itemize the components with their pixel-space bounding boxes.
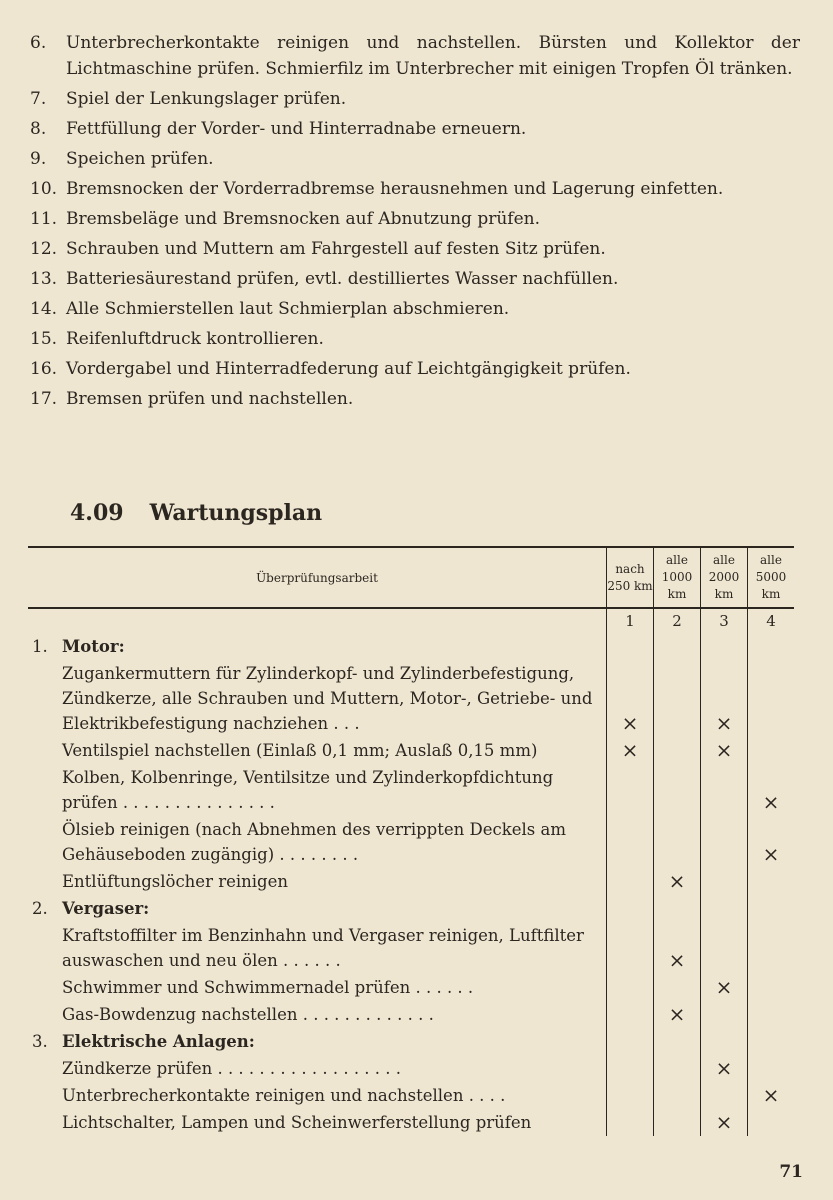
table-row bbox=[28, 895, 794, 922]
task-description: Gas-Bowdenzug nachstellen . . . . . . . . . . . . . bbox=[62, 1005, 434, 1024]
table-row bbox=[28, 1109, 794, 1136]
interval-mark bbox=[748, 895, 795, 922]
interval-mark bbox=[654, 895, 701, 922]
interval-mark bbox=[701, 816, 748, 868]
category-number: 3. bbox=[32, 1032, 48, 1051]
interval-mark bbox=[654, 974, 701, 1001]
interval-mark bbox=[748, 1055, 795, 1082]
list-item-text: Bremsbeläge und Bremsnocken auf Abnutzung prüfen. bbox=[66, 209, 540, 229]
table-row bbox=[28, 816, 794, 868]
header-main: Überprüfungsarbeit bbox=[28, 547, 607, 608]
interval-mark bbox=[654, 660, 701, 737]
table-row bbox=[28, 974, 794, 1001]
maintenance-table bbox=[28, 546, 794, 1136]
table-row bbox=[28, 1082, 794, 1109]
list-item-text: Reifenluftdruck kontrollieren. bbox=[66, 329, 324, 349]
interval-mark bbox=[748, 660, 795, 737]
task-description: Entlüftungslöcher reinigen bbox=[62, 872, 288, 891]
header-col-2: alle 1000 km bbox=[654, 547, 701, 608]
table-row bbox=[28, 922, 794, 974]
list-item-text: Bremsnocken der Vorderradbremse herausnehmen und Lagerung einfetten. bbox=[66, 179, 724, 199]
list-item bbox=[30, 30, 800, 82]
list-item bbox=[30, 326, 800, 352]
interval-mark: × bbox=[748, 1082, 795, 1109]
list-item bbox=[30, 356, 800, 382]
list-item bbox=[30, 176, 800, 202]
interval-mark bbox=[748, 1028, 795, 1055]
header-col-3: alle 2000 km bbox=[701, 547, 748, 608]
list-item-number: 16. bbox=[30, 359, 58, 379]
table-row bbox=[28, 1055, 794, 1082]
list-item bbox=[30, 386, 800, 412]
list-item-number: 12. bbox=[30, 239, 58, 259]
list-item bbox=[30, 296, 800, 322]
list-item-number: 15. bbox=[30, 329, 58, 349]
list-item-number: 14. bbox=[30, 299, 58, 319]
table-row bbox=[28, 737, 794, 764]
table-row bbox=[28, 1001, 794, 1028]
interval-mark bbox=[701, 1001, 748, 1028]
category-label bbox=[28, 895, 607, 922]
list-item bbox=[30, 236, 800, 262]
interval-mark: × bbox=[654, 922, 701, 974]
table-row bbox=[28, 764, 794, 816]
col-number: 1 bbox=[607, 608, 654, 633]
list-item bbox=[30, 266, 800, 292]
task-description: Ölsieb reinigen (nach Abnehmen des verrippten Deckels am Gehäuseboden zugängig) . . . . . . . . bbox=[62, 820, 566, 864]
task-description: Zündkerze prüfen . . . . . . . . . . . . . . . . . . bbox=[62, 1059, 402, 1078]
interval-mark bbox=[654, 737, 701, 764]
category-number: 1. bbox=[32, 637, 48, 656]
interval-mark bbox=[748, 922, 795, 974]
list-item-text: Fettfüllung der Vorder- und Hinterradnabe erneuern. bbox=[66, 119, 527, 139]
task-description: Unterbrecherkontakte reinigen und nachstellen . . . . bbox=[62, 1086, 506, 1105]
list-item bbox=[30, 146, 800, 172]
interval-mark: × bbox=[701, 737, 748, 764]
list-item-number: 9. bbox=[30, 149, 47, 169]
interval-mark bbox=[607, 633, 654, 660]
interval-mark: × bbox=[607, 737, 654, 764]
interval-mark: × bbox=[654, 868, 701, 895]
section-number: 4.09 bbox=[70, 500, 124, 526]
task-description: Kraftstoffilter im Benzinhahn und Vergaser reinigen, Luftfilter auswaschen und neu ölen . . . . . . bbox=[62, 926, 584, 970]
category-label bbox=[28, 1028, 607, 1055]
list-item bbox=[30, 86, 800, 112]
interval-mark bbox=[607, 1028, 654, 1055]
table-row bbox=[28, 660, 794, 737]
list-item-text: Vordergabel und Hinterradfederung auf Leichtgängigkeit prüfen. bbox=[66, 359, 631, 379]
interval-mark bbox=[654, 1082, 701, 1109]
interval-mark: × bbox=[748, 764, 795, 816]
task-description: Ventilspiel nachstellen (Einlaß 0,1 mm; Auslaß 0,15 mm) bbox=[62, 741, 538, 760]
interval-mark bbox=[654, 1109, 701, 1136]
table-row bbox=[28, 633, 794, 660]
table-row bbox=[28, 868, 794, 895]
interval-mark bbox=[654, 764, 701, 816]
category-title: Motor: bbox=[62, 637, 125, 656]
interval-mark: × bbox=[701, 1109, 748, 1136]
interval-mark bbox=[607, 974, 654, 1001]
numbered-list bbox=[30, 30, 800, 416]
interval-mark: × bbox=[701, 660, 748, 737]
column-number-row bbox=[28, 608, 794, 633]
header-col-4: alle 5000 km bbox=[748, 547, 795, 608]
interval-mark bbox=[607, 816, 654, 868]
interval-mark: × bbox=[654, 1001, 701, 1028]
interval-mark bbox=[748, 1001, 795, 1028]
list-item-text: Batteriesäurestand prüfen, evtl. destilliertes Wasser nachfüllen. bbox=[66, 269, 619, 289]
list-item-text: Bremsen prüfen und nachstellen. bbox=[66, 389, 354, 409]
category-title: Elektrische Anlagen: bbox=[62, 1032, 255, 1051]
list-item-text: Alle Schmierstellen laut Schmierplan abschmieren. bbox=[66, 299, 510, 319]
interval-mark bbox=[701, 1028, 748, 1055]
interval-mark bbox=[701, 1082, 748, 1109]
list-item-number: 6. bbox=[30, 33, 47, 53]
interval-mark bbox=[701, 895, 748, 922]
list-item-number: 7. bbox=[30, 89, 47, 109]
task-description: Zugankermuttern für Zylinderkopf- und Zylinderbefestigung, Zündkerze, alle Schrauben und Muttern, Motor-, Getriebe- und Elektrikbefestigung nachziehen . . . bbox=[62, 664, 593, 733]
header-col-1: nach 250 km bbox=[607, 547, 654, 608]
interval-mark bbox=[607, 1055, 654, 1082]
interval-mark bbox=[701, 633, 748, 660]
interval-mark bbox=[607, 922, 654, 974]
interval-mark: × bbox=[748, 816, 795, 868]
interval-mark: × bbox=[701, 1055, 748, 1082]
table-row bbox=[28, 1028, 794, 1055]
interval-mark bbox=[654, 1055, 701, 1082]
list-item-number: 10. bbox=[30, 179, 58, 199]
list-item-number: 11. bbox=[30, 209, 58, 229]
interval-mark bbox=[701, 764, 748, 816]
interval-mark bbox=[701, 868, 748, 895]
interval-mark bbox=[607, 1001, 654, 1028]
interval-mark bbox=[607, 764, 654, 816]
list-item bbox=[30, 206, 800, 232]
task-description: Kolben, Kolbenringe, Ventilsitze und Zylinderkopfdichtung prüfen . . . . . . . . . . . . . . . bbox=[62, 768, 554, 812]
interval-mark bbox=[701, 922, 748, 974]
interval-mark bbox=[748, 633, 795, 660]
list-item-text: Speichen prüfen. bbox=[66, 149, 214, 169]
interval-mark bbox=[654, 816, 701, 868]
category-title: Vergaser: bbox=[62, 899, 150, 918]
task-description: Schwimmer und Schwimmernadel prüfen . . . . . . bbox=[62, 978, 474, 997]
interval-mark bbox=[748, 1109, 795, 1136]
list-item-text: Spiel der Lenkungslager prüfen. bbox=[66, 89, 347, 109]
list-item-number: 17. bbox=[30, 389, 58, 409]
interval-mark bbox=[607, 1109, 654, 1136]
interval-mark bbox=[607, 868, 654, 895]
list-item-text: Unterbrecherkontakte reinigen und nachstellen. Bürsten und Kollektor der Lichtmaschine prüfen. Schmierfilz im Unterbrecher mit einigen Tropfen Öl tränken. bbox=[66, 33, 800, 79]
interval-mark bbox=[748, 868, 795, 895]
section-title: Wartungsplan bbox=[149, 500, 323, 526]
task-description: Lichtschalter, Lampen und Scheinwerferstellung prüfen bbox=[62, 1113, 532, 1132]
list-item-number: 8. bbox=[30, 119, 47, 139]
table-header-row bbox=[28, 547, 794, 608]
interval-mark: × bbox=[607, 660, 654, 737]
col-number: 2 bbox=[654, 608, 701, 633]
section-heading bbox=[70, 500, 348, 526]
list-item-number: 13. bbox=[30, 269, 58, 289]
interval-mark bbox=[607, 895, 654, 922]
list-item-text: Schrauben und Muttern am Fahrgestell auf festen Sitz prüfen. bbox=[66, 239, 606, 259]
interval-mark: × bbox=[701, 974, 748, 1001]
page-number: 71 bbox=[779, 1162, 803, 1182]
col-number: 4 bbox=[748, 608, 795, 633]
category-number: 2. bbox=[32, 899, 48, 918]
category-label bbox=[28, 633, 607, 660]
interval-mark bbox=[607, 1082, 654, 1109]
interval-mark bbox=[654, 1028, 701, 1055]
list-item bbox=[30, 116, 800, 142]
col-number: 3 bbox=[701, 608, 748, 633]
interval-mark bbox=[654, 633, 701, 660]
interval-mark bbox=[748, 737, 795, 764]
interval-mark bbox=[748, 974, 795, 1001]
